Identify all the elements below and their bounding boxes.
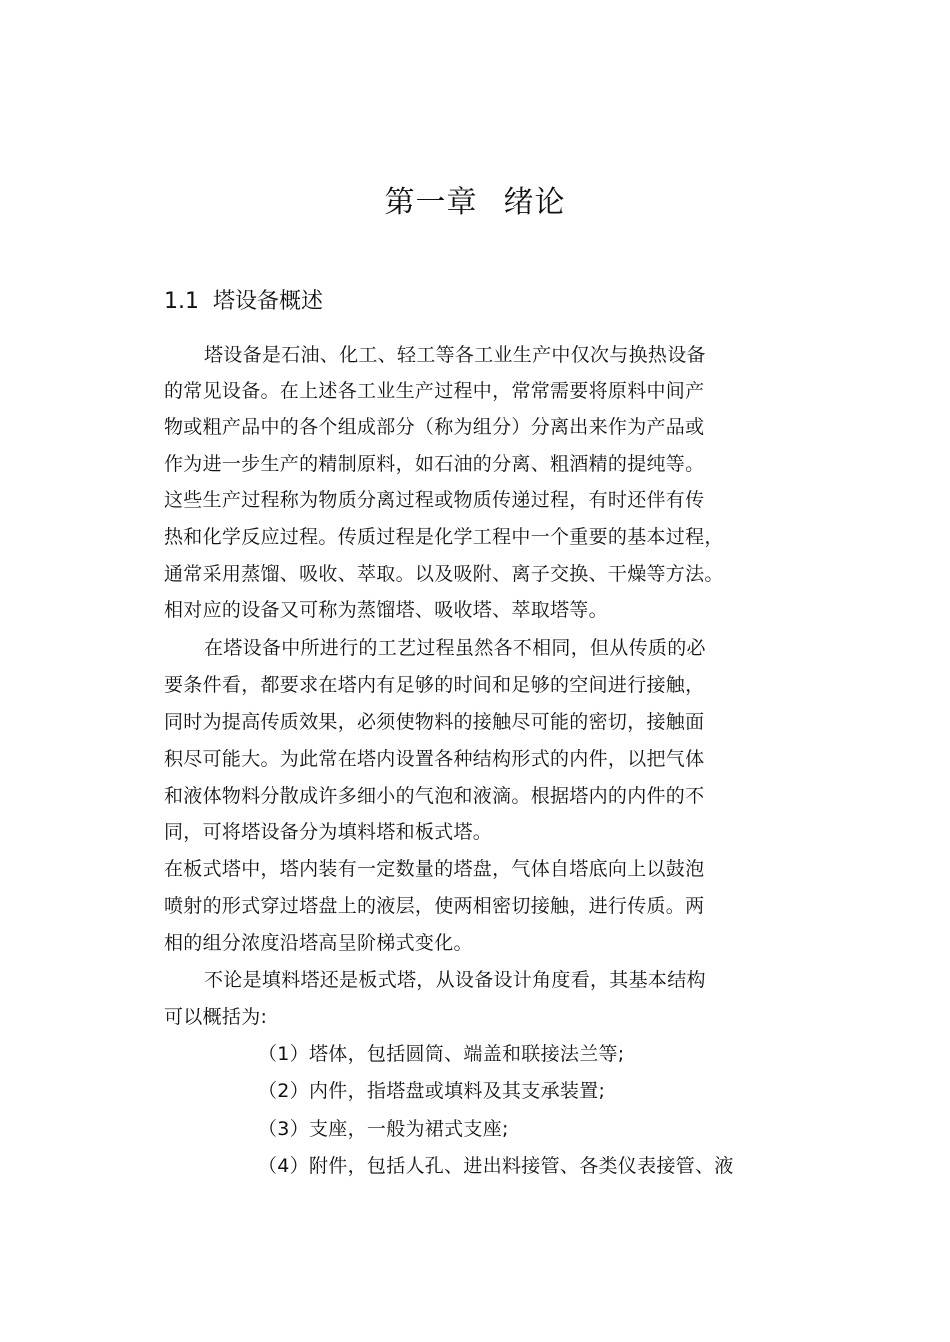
paragraph-line: 这些生产过程称为物质分离过程或物质传递过程，有时还伴有传 xyxy=(164,489,705,511)
paragraph-line: 作为进一步生产的精制原料，如石油的分离、粗酒精的提纯等。 xyxy=(164,453,705,475)
section-title: 塔设备概述 xyxy=(213,289,324,314)
paragraph-line: 喷射的形式穿过塔盘上的液层，使两相密切接触，进行传质。两 xyxy=(164,895,705,917)
list-item: （4）附件，包括人孔、进出料接管、各类仪表接管、液 xyxy=(258,1155,734,1177)
paragraph-line: 塔设备是石油、化工、轻工等各工业生产中仅次与换热设备 xyxy=(204,344,706,366)
paragraph-line: 通常采用蒸馏、吸收、萃取。以及吸附、离子交换、干燥等方法。 xyxy=(164,563,724,585)
paragraph-line: 同时为提高传质效果，必须使物料的接触尽可能的密切，接触面 xyxy=(164,711,705,733)
paragraph-line: 要条件看，都要求在塔内有足够的时间和足够的空间进行接触， xyxy=(164,674,705,696)
paragraph-line: 可以概括为: xyxy=(164,1006,268,1028)
chapter-title-text: 绪论 xyxy=(503,185,566,220)
list-item: （2）内件，指塔盘或填料及其支承装置; xyxy=(258,1080,606,1102)
paragraph-line: 物或粗产品中的各个组成部分（称为组分）分离出来作为产品或 xyxy=(164,416,705,438)
paragraph-line: 在板式塔中，塔内装有一定数量的塔盘，气体自塔底向上以鼓泡 xyxy=(164,858,705,880)
paragraph-line: 相对应的设备又可称为蒸馏塔、吸收塔、萃取塔等。 xyxy=(164,599,608,621)
section-number: 1.1 xyxy=(164,289,199,314)
paragraph-line: 热和化学反应过程。传质过程是化学工程中一个重要的基本过程， xyxy=(164,526,724,548)
list-item: （1）塔体，包括圆筒、端盖和联接法兰等; xyxy=(258,1043,625,1065)
paragraph-line: 和液体物料分散成许多细小的气泡和液滴。根据塔内的内件的不 xyxy=(164,785,705,807)
chapter-number-label: 第一章 xyxy=(384,185,478,220)
paragraph-line: 积尽可能大。为此常在塔内设置各种结构形式的内件，以把气体 xyxy=(164,748,705,770)
paragraph-line: 在塔设备中所进行的工艺过程虽然各不相同，但从传质的必 xyxy=(204,637,706,659)
section-heading xyxy=(164,285,323,319)
paragraph-line: 不论是填料塔还是板式塔，从设备设计角度看，其基本结构 xyxy=(204,969,706,991)
paragraph-line: 同，可将塔设备分为填料塔和板式塔。 xyxy=(164,821,493,843)
paragraph-line: 相的组分浓度沿塔高呈阶梯式变化。 xyxy=(164,932,473,954)
list-item: （3）支座，一般为裙式支座; xyxy=(258,1118,509,1140)
chapter-title xyxy=(0,182,950,224)
paragraph-line: 的常见设备。在上述各工业生产过程中，常常需要将原料中间产 xyxy=(164,380,705,402)
